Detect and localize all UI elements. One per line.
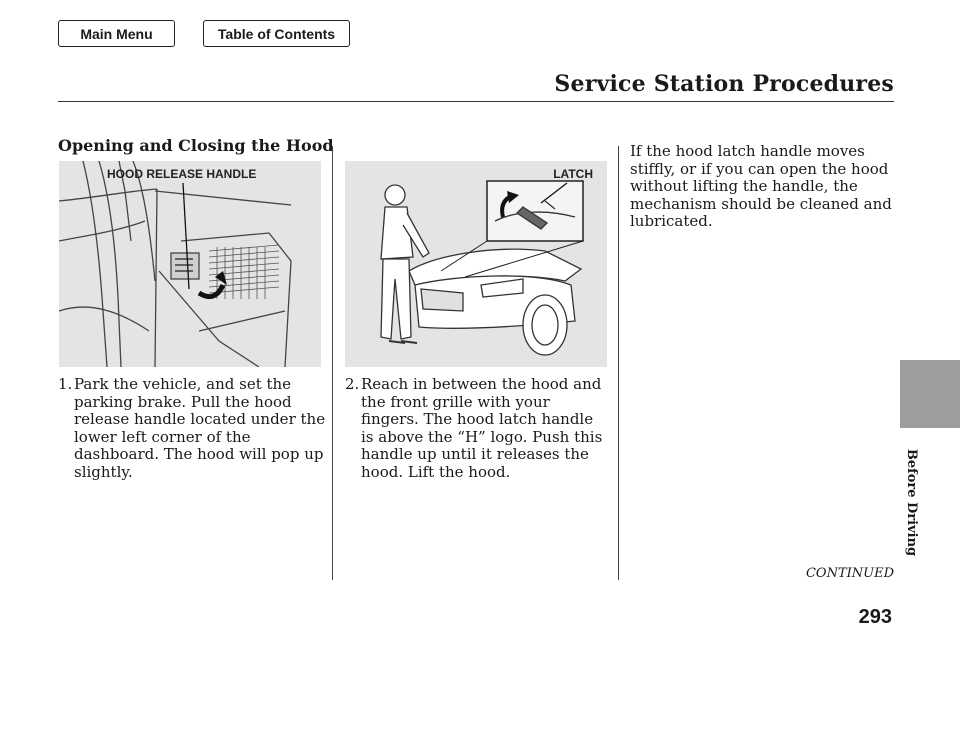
section-tab-label [900, 432, 924, 572]
header-divider [58, 101, 894, 102]
column-divider-left [332, 146, 333, 580]
hood-latch-illustration [345, 161, 607, 367]
hood-release-illustration [59, 161, 321, 367]
step-2-text: Reach in between the hood and the front grille with your fingers. The hood latch handle is above the “H” logo. Push this handle up until it releases the hood. Lift the hood. [361, 375, 603, 481]
hood-latch-note: If the hood latch handle moves stiffly, or if you can open the hood without lifting the handle, the mechanism should be cleaned and lubricated. [630, 142, 892, 230]
section-heading: Opening and Closing the Hood [58, 136, 334, 155]
step-1 [58, 376, 326, 481]
section-tab [900, 360, 960, 428]
column-divider-right [618, 146, 619, 580]
page-title: Service Station Procedures [554, 71, 894, 97]
hood-release-handle-label: HOOD RELEASE HANDLE [107, 167, 257, 181]
section-tab-text: Before Driving [904, 448, 920, 556]
hood-release-drawing [59, 161, 321, 367]
hood-latch-drawing [345, 161, 607, 367]
step-1-number: 1. [58, 375, 73, 393]
table-of-contents-button[interactable]: Table of Contents [203, 20, 350, 47]
step-2 [345, 376, 609, 481]
main-menu-button[interactable]: Main Menu [58, 20, 175, 47]
step-2-number: 2. [345, 375, 360, 393]
page-number: 293 [858, 606, 892, 628]
continued-label: CONTINUED [805, 566, 894, 581]
latch-label: LATCH [553, 167, 593, 181]
step-1-text: Park the vehicle, and set the parking brake. Pull the hood release handle located under the lower left corner of the dashboard. The hood will pop up slightly. [74, 375, 326, 481]
